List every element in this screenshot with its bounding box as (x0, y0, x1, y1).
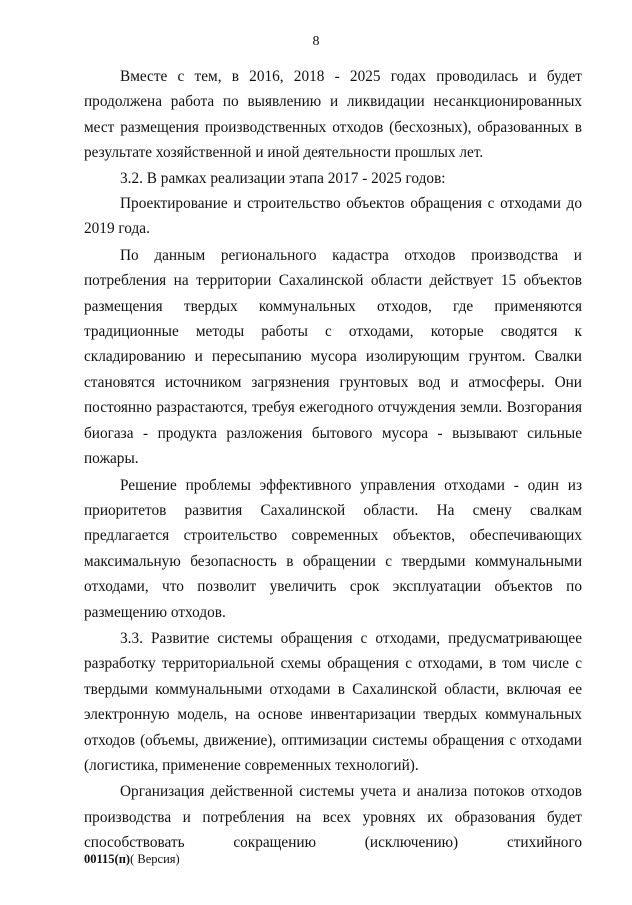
footer-doc-code: 00115(п) (84, 852, 131, 866)
paragraph-waste-management-priority: Решение проблемы эффективного управления отходами - один из приоритетов развития Сахалинской области. На смену свалкам предлагается строительство современных объектов, обеспечивающих максимальную безопасность в обращении с твердыми коммунальными отходами, что позволит увеличить срок эксплуатации объектов по размещению отходов. (84, 476, 582, 621)
paragraph-liquidation-work: Вместе с тем, в 2016, 2018 - 2025 годах проводилась и будет продолжена работа по выявлению и ликвидации несанкционированных мест размещения производственных отходов (бесхозных), образованных в результате хозяйственной и иной деятельности прошлых лет. (84, 68, 582, 162)
paragraph-accounting-system: Организация действенной системы учета и анализа потоков отходов производства и потребления на всех уровнях их образования будет способствовать сокращению (исключению) стихийного (84, 783, 582, 852)
paragraph-stage-3-2-heading: 3.2. В рамках реализации этапа 2017 - 2025 годов: (120, 169, 446, 187)
document-footer (84, 852, 180, 867)
document-body (84, 64, 582, 856)
paragraph-cadastre-landfills: По данным регионального кадастра отходов производства и потребления на территории Сахалинской области действует 15 объектов размещения твердых коммунальных отходов, где применяются традиционные методы работы с отходами, которые сводятся к складированию и пересыпанию мусора изолирующим грунтом. Свалки становятся источником загрязнения грунтовых вод и атмосферы. Они постоянно разрастаются, требуя ежегодного отчуждения земли. Возгорания биогаза - продукта разложения бытового мусора - вызывают сильные пожары. (84, 246, 582, 468)
paragraph-section-3-3: 3.3. Развитие системы обращения с отходами, предусматривающее разработку территориальной схемы обращения с отходами, в том числе с твердыми коммунальными отходами в Сахалинской области, включая ее электронную модель, на основе инвентаризации твердых коммунальных отходов (объемы, движение), оптимизации системы обращения с отходами (логистика, применение современных технологий). (84, 629, 582, 774)
footer-version-label: ( Версия) (130, 852, 180, 866)
page-number: 8 (312, 34, 320, 49)
paragraph-design-construction: Проектирование и строительство объектов обращения с отходами до 2019 года. (84, 195, 582, 238)
